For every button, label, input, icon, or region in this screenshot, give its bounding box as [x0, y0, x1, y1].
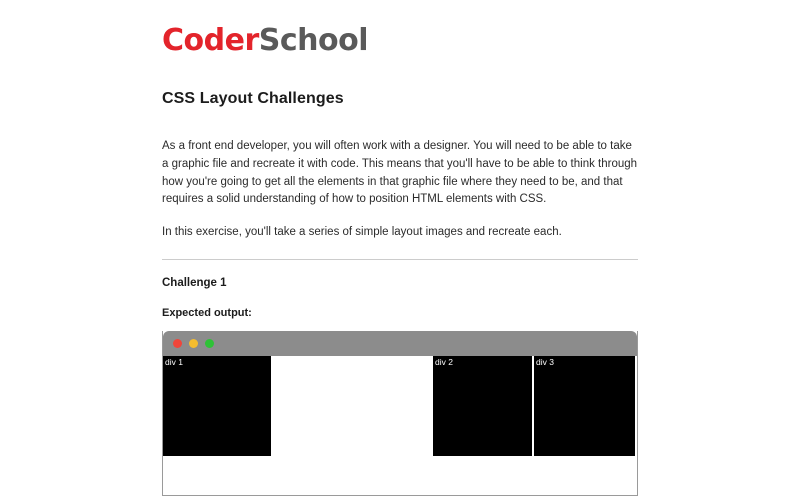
layout-box-div1: div 1	[163, 356, 271, 456]
browser-mockup	[162, 331, 638, 496]
layout-box-div2: div 2	[433, 356, 532, 456]
expected-output-heading: Expected output:	[162, 307, 252, 320]
maximize-dot-icon	[205, 339, 214, 348]
layout-box-div3: div 3	[534, 356, 635, 456]
section-divider	[162, 259, 638, 260]
intro-paragraph-2: In this exercise, you'll take a series of simple layout images and recreate each.	[162, 226, 562, 239]
content-column	[162, 0, 638, 496]
logo-text-school: School	[258, 23, 369, 58]
browser-viewport	[163, 356, 637, 496]
close-dot-icon	[173, 339, 182, 348]
logo-text-coder: Coder	[162, 23, 259, 58]
challenge-heading: Challenge 1	[162, 277, 227, 290]
intro-paragraph-1: As a front end developer, you will often work with a designer. You will need to be able to take a graphic file and recreate it with code. This means that you'll have to be able to think through how you're going to get all the elements in that graphic file where they need to be, and that requires a solid understanding of how to position HTML elements with CSS.	[162, 140, 638, 206]
browser-title-bar	[163, 331, 637, 356]
minimize-dot-icon	[189, 339, 198, 348]
coderschool-logo	[162, 24, 638, 57]
page-title: CSS Layout Challenges	[162, 90, 344, 107]
